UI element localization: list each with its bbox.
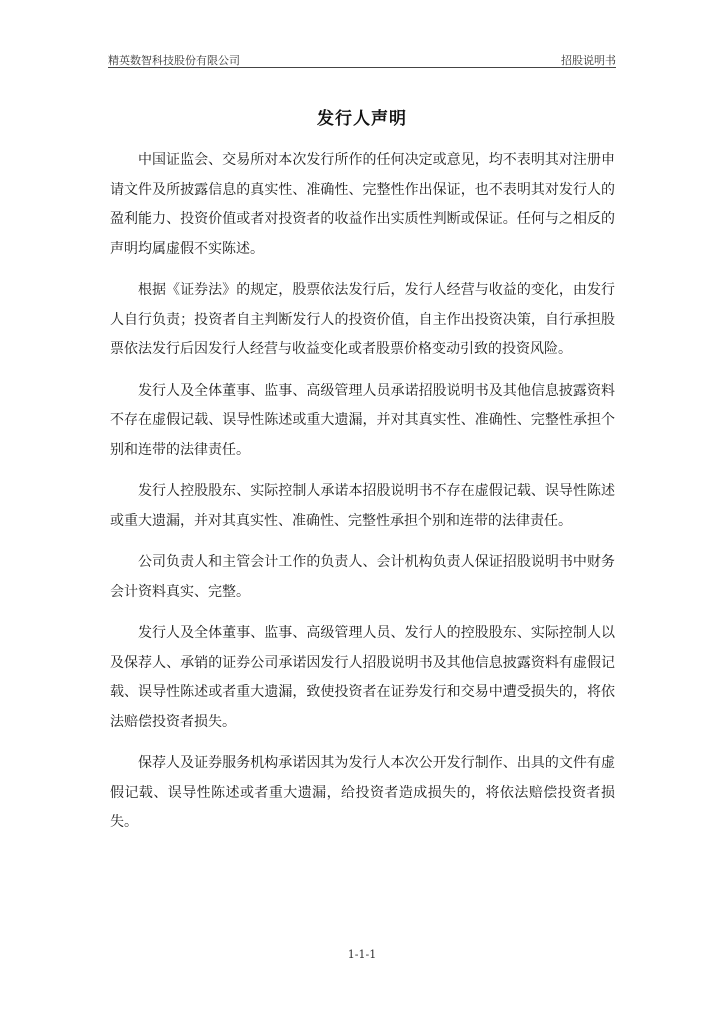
header-document-type: 招股说明书 bbox=[561, 54, 616, 67]
paragraph: 发行人控股股东、实际控制人承诺本招股说明书不存在虚假记载、误导性陈述或重大遗漏，并对其真实性、准确性、完整性承担个别和连带的法律责任。 bbox=[110, 483, 615, 529]
paragraph: 根据《证券法》的规定，股票依法发行后，发行人经营与收益的变化，由发行人自行负责；投资者自主判断发行人的投资价值，自主作出投资决策，自行承担股票依法发行后因发行人经营与收益变化或者股票价格变动引致的投资风险。 bbox=[110, 282, 615, 357]
paragraph: 保荐人及证券服务机构承诺因其为发行人本次公开发行制作、出具的文件有虚假记载、误导性陈述或者重大遗漏，给投资者造成损失的，将依法赔偿投资者损失。 bbox=[110, 755, 615, 830]
statement-body bbox=[110, 146, 615, 850]
header-divider bbox=[108, 67, 616, 68]
page-title: 发行人声明 bbox=[317, 109, 407, 129]
paragraph: 公司负责人和主管会计工作的负责人、会计机构负责人保证招股说明书中财务会计资料真实、完整。 bbox=[110, 554, 615, 600]
paragraph: 发行人及全体董事、监事、高级管理人员、发行人的控股股东、实际控制人以及保荐人、承销的证券公司承诺因发行人招股说明书及其他信息披露资料有虚假记载、误导性陈述或者重大遗漏，致使投资者在证券发行和交易中遭受损失的，将依法赔偿投资者损失。 bbox=[110, 625, 615, 730]
page-header bbox=[108, 52, 616, 66]
paragraph: 发行人及全体董事、监事、高级管理人员承诺招股说明书及其他信息披露资料不存在虚假记载、误导性陈述或重大遗漏，并对其真实性、准确性、完整性承担个别和连带的法律责任。 bbox=[110, 382, 615, 458]
header-company-name: 精英数智科技股份有限公司 bbox=[108, 54, 240, 67]
paragraph: 中国证监会、交易所对本次发行所作的任何决定或意见，均不表明其对注册申请文件及所披露信息的真实性、准确性、完整性作出保证，也不表明其对发行人的盈利能力、投资价值或者对投资者的收益作出实质性判断或保证。任何与之相反的声明均属虚假不实陈述。 bbox=[110, 152, 615, 257]
page-number: 1-1-1 bbox=[347, 948, 377, 961]
